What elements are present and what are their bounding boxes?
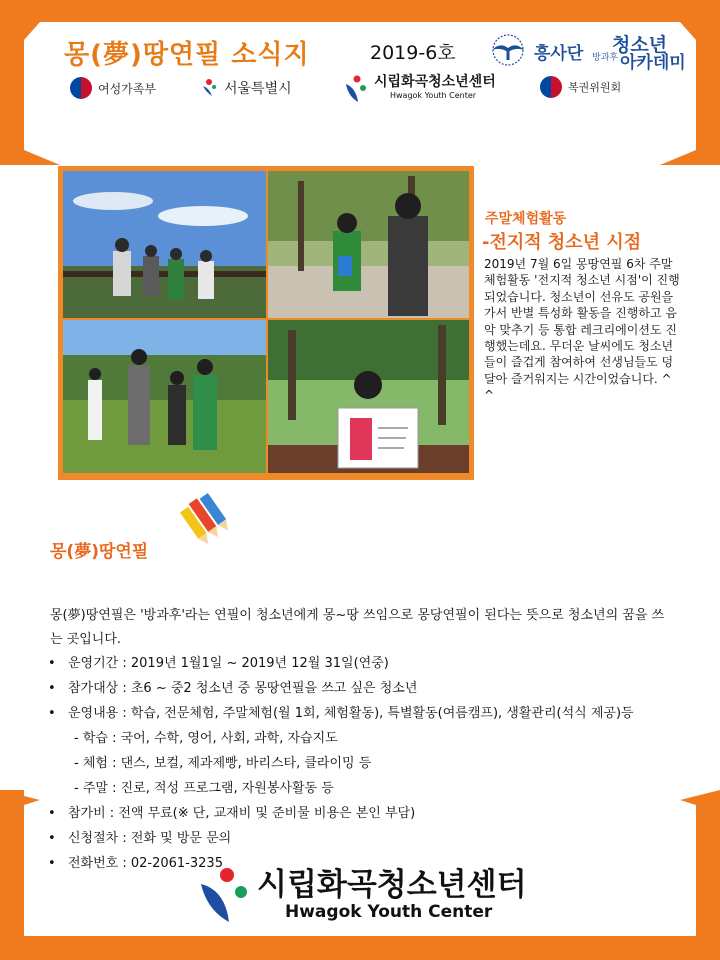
issue-number: 2019-6호 [370, 42, 456, 64]
program-item: • 참가비 : 전액 무료(※ 단, 교재비 및 준비물 비용은 본인 부담) [46, 801, 634, 826]
academy-mid-text: 청소년 [612, 34, 668, 56]
footer-center-name: 시립화곡청소년센터 [257, 867, 527, 903]
program-item: • 전화번호 : 02-2061-3235 [46, 851, 634, 876]
ministry-text: 여성가족부 [98, 81, 156, 96]
taegeuk-icon [540, 76, 562, 98]
program-title: 몽(夢)땅연필 [50, 542, 149, 562]
ministry-logo [70, 77, 156, 99]
seoul-logo [200, 77, 292, 99]
center-logo-small [342, 74, 496, 104]
program-sub-item: - 체험 : 댄스, 보컬, 제과제빵, 바리스타, 클라이밍 등 [74, 756, 372, 771]
photo-forest-path-image [268, 171, 469, 318]
heungsadan-text: 흥사단 [534, 43, 584, 64]
activity-title: -전지적 청소년 시점 [482, 232, 642, 253]
heungsadan-logo [488, 34, 583, 68]
photo-forest-path [268, 171, 469, 318]
program-item: • 운영기간 : 2019년 1월1일 ~ 2019년 12월 31일(연중) [46, 651, 634, 676]
academy-small-text: 방과후 [592, 53, 619, 63]
newsletter-title: 몽(夢)땅연필 소식지 [64, 40, 310, 70]
welfare-text: 복권위원회 [568, 81, 622, 94]
seoul-symbol-icon [200, 77, 218, 99]
footer-logo-text [257, 868, 527, 922]
seoul-text: 서울특별시 [224, 81, 292, 97]
program-item: • 운영내용 : 학습, 전문체험, 주말체험(월 1회, 체험활동), 특별활동(여름캠프), 생활관리(석식 제공)등 [46, 701, 634, 726]
program-sub-item: - 주말 : 진로, 적성 프로그램, 자원봉사활동 등 [74, 781, 334, 796]
activity-body: 2019년 7월 6일 몽땅연필 6차 주말체험활동 '전지적 청소년 시점'이 진행되었습니다. 청소년이 선유도 공원을 가서 반별 특성화 활동을 진행하고 음악 맞추기 등 통합 레크리에이션도 진행했는데요. 무더운 날씨에도 청소년들이 즐겁게 참여하여 선생님들도 덩달아 즐거워지는 시간이었습니다. ^^ [484, 257, 680, 403]
program-item: • 참가대상 : 초6 ~ 중2 청소년 중 몽땅연필을 쓰고 싶은 청소년 [46, 676, 634, 701]
center-name-en: Hwagok Youth Center [390, 91, 477, 100]
academy-text: 아카데미 [620, 53, 686, 73]
photo-drawing-board-image [268, 320, 469, 473]
activity-label: 주말체험활동 [485, 211, 567, 227]
photo-collage [58, 166, 474, 480]
pencil-icon [178, 490, 236, 546]
photo-park-view [63, 171, 266, 318]
center-name: 시립화곡청소년센터 [374, 74, 496, 90]
hwagok-symbol-icon [342, 74, 368, 104]
academy-logo [592, 30, 692, 73]
welfare-logo [540, 76, 621, 98]
photo-lawn-group-image [63, 320, 266, 473]
taegeuk-icon [70, 77, 92, 99]
program-item: • 신청절차 : 전화 및 방문 문의 [46, 826, 634, 851]
program-intro: 몽(夢)땅연필은 '방과후'라는 연필이 청소년에게 몽~땅 쓰임으로 몽당연필이 된다는 뜻으로 청소년의 꿈을 쓰는 곳입니다. [50, 608, 665, 647]
footer-center-logo [195, 866, 527, 924]
hwagok-symbol-icon [195, 866, 251, 924]
program-details-list [46, 651, 634, 876]
photo-park-view-image [63, 171, 266, 318]
photo-drawing-board [268, 320, 469, 473]
photo-lawn-group [63, 320, 266, 473]
center-logo-text [374, 76, 496, 102]
footer-center-name-en: Hwagok Youth Center [285, 902, 493, 922]
program-sub-item: - 학습 : 국어, 수학, 영어, 사회, 과학, 자습지도 [74, 731, 338, 746]
bird-emblem-icon [488, 34, 528, 68]
